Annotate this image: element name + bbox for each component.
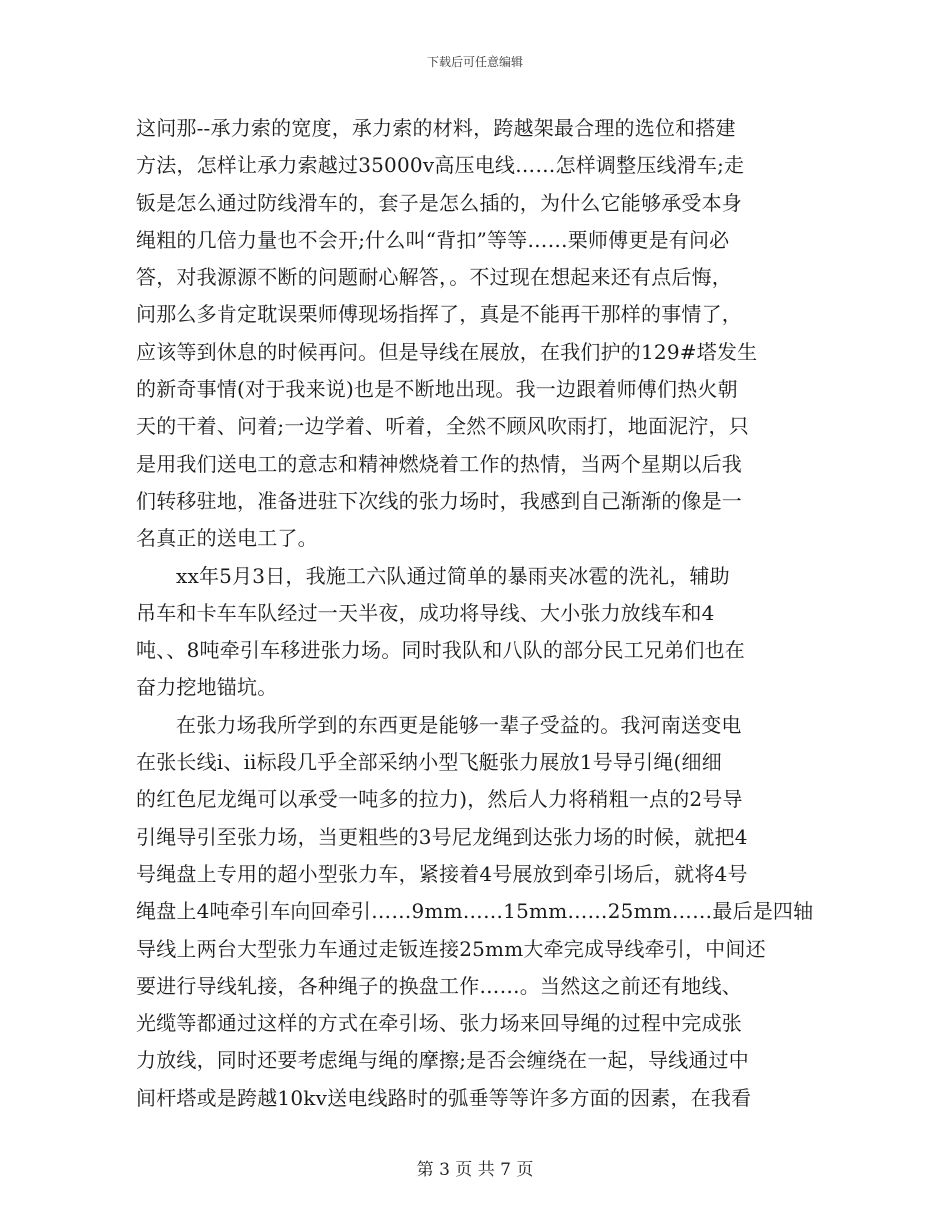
text-line: 吊车和卡车车队经过一天半夜，成功将导线、大小张力放线车和4 — [136, 600, 715, 625]
text-line: 引绳导引至张力场，当更粗些的3号尼龙绳到达张力场的时候，就把4 — [136, 824, 748, 849]
text-line: 绳盘上4吨牵引车向回牵引……9mm……15mm……25mm……最后是四轴 — [136, 899, 814, 924]
text-line: 导线上两台大型张力车通过走钣连接25mm大牵完成导线牵引，中间还 — [136, 936, 766, 961]
text-line: 绳粗的几倍力量也不会开;什么叫“背扣”等等……栗师傅更是有问必 — [136, 227, 730, 252]
paragraph-3 — [136, 707, 816, 1117]
text-line: 答，对我源源不断的问题耐心解答，。不过现在想起来还有点后悔， — [136, 265, 732, 290]
text-line: 号绳盘上专用的超小型张力车，紧接着4号展放到牵引场后，就将4号 — [136, 861, 748, 886]
text-line: xx年5月3日，我施工六队通过简单的暴雨夹冰雹的洗礼，辅助 — [176, 563, 730, 588]
text-line: 是用我们送电工的意志和精神燃烧着工作的热情，当两个星期以后我 — [136, 451, 742, 476]
text-line: 的红色尼龙绳可以承受一吨多的拉力)，然后人力将稍粗一点的2号导 — [136, 787, 743, 812]
text-line: 光缆等都通过这样的方式在牵引场、张力场来回导绳的过程中完成张 — [136, 1011, 742, 1036]
paragraph-1 — [136, 110, 816, 558]
paragraph-2 — [136, 558, 816, 707]
text-line: 力放线，同时还要考虑绳与绳的摩擦;是否会缠绕在一起，导线通过中 — [136, 1048, 749, 1073]
text-line: 名真正的送电工了。 — [136, 526, 318, 551]
text-line: 们转移驻地，准备进驻下次线的张力场时，我感到自己渐渐的像是一 — [136, 488, 742, 513]
page-footer: 第 3 页 共 7 页 — [416, 1160, 534, 1180]
text-line: 的新奇事情(对于我来说)也是不断地出现。我一边跟着师傅们热火朝 — [136, 377, 738, 402]
document-body — [136, 110, 816, 1117]
text-line: 在张长线ⅰ、ⅱ标段几乎全部采纳小型飞艇张力展放1号导引绳(细细 — [136, 750, 722, 775]
text-line: 在张力场我所学到的东西更是能够一辈子受益的。我河南送变电 — [176, 712, 742, 737]
text-line: 奋力挖地锚坑。 — [136, 675, 278, 700]
text-line: 天的干着、问着;一边学着、听着，全然不顾风吹雨打，地面泥泞，只 — [136, 414, 749, 439]
text-line: 吨、、8吨牵引车移进张力场。同时我队和八队的部分民工兄弟们也在 — [136, 638, 745, 663]
text-line: 钣是怎么通过防线滑车的，套子是怎么插的，为什么它能够承受本身 — [136, 190, 742, 215]
text-line: 要进行导线轧接，各种绳子的换盘工作……。当然这之前还有地线、 — [136, 973, 742, 998]
page-header: 下载后可任意编辑 — [426, 55, 523, 69]
text-line: 这问那--承力索的宽度，承力索的材料，跨越架最合理的选位和搭建 — [136, 116, 736, 140]
text-line: 方法，怎样让承力索越过35000v高压电线……怎样调整压线滑车;走 — [136, 153, 745, 178]
text-line: 应该等到休息的时候再问。但是导线在展放，在我们护的129#塔发生 — [136, 339, 758, 364]
text-line: 间杆塔或是跨越10kv送电线路时的弧垂等等许多方面的因素，在我看 — [136, 1085, 752, 1110]
text-line: 问那么多肯定耽误栗师傅现场指挥了，真是不能再干那样的事情了， — [136, 302, 742, 327]
